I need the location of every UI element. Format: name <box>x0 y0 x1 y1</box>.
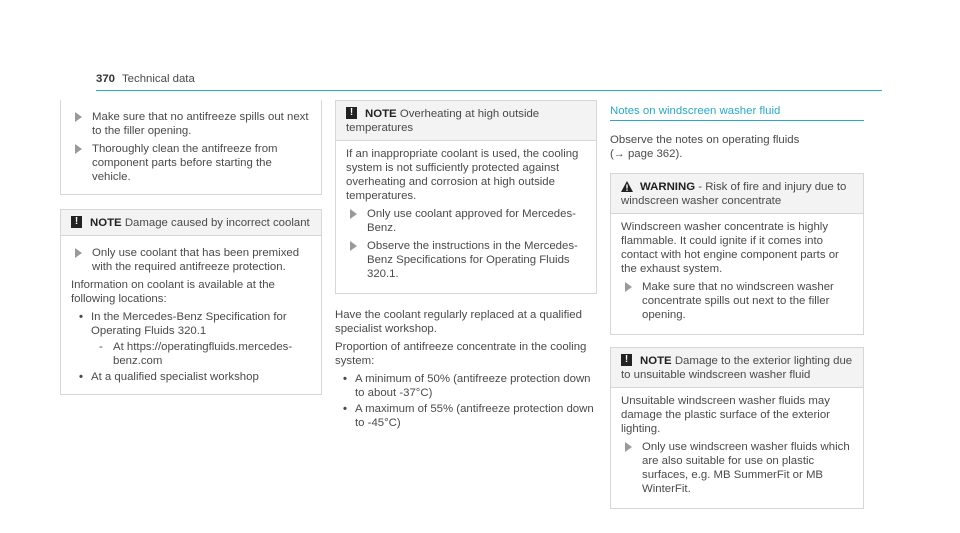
exclamation-icon: ! <box>621 354 632 366</box>
section-heading: Notes on windscreen washer fluid <box>610 104 864 121</box>
exclamation-icon: ! <box>346 107 357 119</box>
exclamation-icon: ! <box>71 216 82 228</box>
warning-body: Windscreen washer concentrate is highly flammable. It could ignite if it comes into contact with hot engine component parts or the exhaust system. Make sure that no windscreen washer concentrate spills out next to the filler opening. <box>611 214 863 334</box>
dash-icon: - <box>99 341 103 353</box>
note-header: ! NOTE Damage to the exterior lighting due to unsuitable windscreen washer fluid <box>611 348 863 388</box>
list-item: Only use coolant that has been premixed with the required antifreeze protection. <box>71 246 311 274</box>
note-header: ! NOTE Damage caused by incorrect coolant <box>61 210 321 236</box>
arrow-icon <box>350 209 357 219</box>
column-right <box>610 104 864 509</box>
reference-arrow-icon: → <box>613 148 625 160</box>
note-box <box>60 209 322 395</box>
warning-header: WARNING - Risk of fire and injury due to windscreen washer concentrate <box>611 174 863 214</box>
arrow-icon <box>75 112 82 122</box>
note-body: Unsuitable windscreen washer fluids may damage the plastic surface of the exterior lighting. Only use windscreen washer fluids which are also suitable for use on plastic surfaces, e.g. MB SummerFit or MB WinterFit. <box>611 388 863 508</box>
list-item: Make sure that no antifreeze spills out next to the filler opening. <box>71 110 311 138</box>
coolant-text: Have the coolant regularly replaced at a qualified specialist workshop. Proportion of antifreeze concentrate in the cooling system: • A minimum of 50% (antifreeze protection down to about -37°C) • A maximum of 55% (antifreeze protection down to -45°C) <box>335 308 597 430</box>
note-body: Only use coolant that has been premixed with the required antifreeze protection. Information on coolant is available at the following locations: • In the Mercedes-Benz Specification for Operating Fluids 320.1 - At https://operatingfluids.mercedes-benz.com • At a qualified specialist workshop <box>61 236 321 394</box>
warning-triangle-icon <box>621 181 633 192</box>
list-item: Only use windscreen washer fluids which are also suitable for use on plastic surfaces, e.g. MB SummerFit or MB WinterFit. <box>621 440 853 496</box>
arrow-icon <box>75 144 82 154</box>
sub-item <box>99 340 311 368</box>
column-left <box>60 100 322 395</box>
bullet-icon: • <box>343 403 347 415</box>
list-item: Thoroughly clean the antifreeze from component parts before starting the vehicle. <box>71 142 311 184</box>
list-item: Only use coolant approved for Mercedes-Benz. <box>346 207 586 235</box>
note-body: If an inappropriate coolant is used, the cooling system is not sufficiently protected against overheating and corrosion at high outside temperatures. Only use coolant approved for Mercedes-Benz. Observe the instructions in the Mercedes-Benz Specifications for Operating Fluids 320.1. <box>336 141 596 293</box>
note-box <box>610 347 864 509</box>
bullet-item: • A minimum of 50% (antifreeze protection down to about -37°C) <box>343 373 591 399</box>
arrow-icon <box>625 282 632 292</box>
steps-box <box>60 100 322 195</box>
bullet-item: • A maximum of 55% (antifreeze protection down to -45°C) <box>343 403 594 429</box>
bullet-icon: • <box>343 373 347 385</box>
page-header <box>96 72 882 91</box>
note-header: ! NOTE Overheating at high outside temperatures <box>336 101 596 141</box>
bullet-icon: • <box>79 371 83 383</box>
column-middle <box>335 100 597 432</box>
arrow-icon <box>625 442 632 452</box>
arrow-icon <box>75 248 82 258</box>
note-box <box>335 100 597 294</box>
bullet-item: • At a qualified specialist workshop <box>79 371 259 383</box>
observe-text: Observe the notes on operating fluids (→ page 362). <box>610 134 800 160</box>
warning-box <box>610 173 864 335</box>
list-item: Make sure that no windscreen washer concentrate spills out next to the filler opening. <box>621 280 853 322</box>
section-title: Technical data <box>121 73 195 85</box>
page-number: 370 <box>96 73 116 85</box>
bullet-item: • In the Mercedes-Benz Specification for Operating Fluids 320.1 <box>79 311 287 337</box>
list-item: Observe the instructions in the Mercedes-Benz Specifications for Operating Fluids 320.1. <box>346 239 586 281</box>
arrow-icon <box>350 241 357 251</box>
page-reference-link[interactable]: page 362). <box>627 148 683 160</box>
url-link[interactable]: At https://operatingfluids.mercedes-benz.com <box>113 341 293 367</box>
bullet-icon: • <box>79 311 83 323</box>
